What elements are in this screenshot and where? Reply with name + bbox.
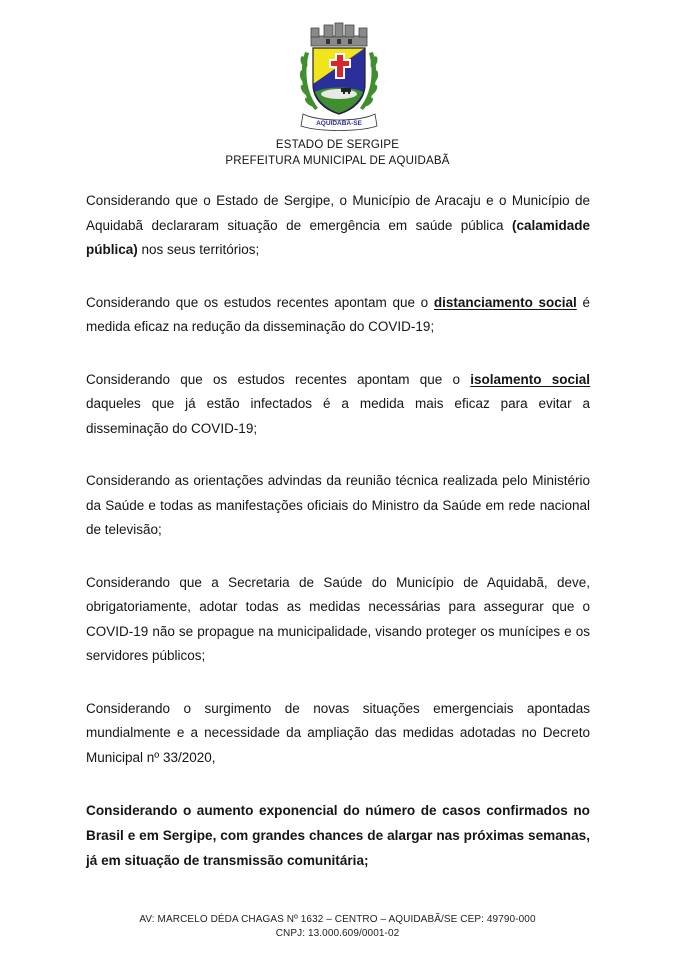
paragraph-3-tail: daqueles que já estão infectados é a medida mais eficaz para evitar a disseminação do COVID-19; — [86, 396, 590, 436]
paragraph-1-text: Considerando que o Estado de Sergipe, o Município de Aracaju e o Município de Aquidabã declararam situação de emergência em saúde pública — [86, 193, 590, 233]
paragraph-2-text: Considerando que os estudos recentes apontam que o — [86, 294, 434, 310]
paragraph-6: Considerando o surgimento de novas situações emergenciais apontadas mundialmente e a necessidade da ampliação das medidas adotadas no Decreto Municipal nº 33/2020, — [86, 700, 590, 765]
social-distancing-emphasis: distanciamento social — [433, 294, 577, 310]
paragraph-4: Considerando as orientações advindas da reunião técnica realizada pelo Ministério da Saúde e todas as manifestações oficiais do Ministro da Saúde em rede nacional de televisão; — [86, 473, 590, 537]
municipal-coat-of-arms — [297, 22, 381, 134]
footer-address: AV: MARCELO DÉDA CHAGAS Nº 1632 – CENTRO – AQUIDABÃ/SE CEP: 49790-000 — [139, 914, 536, 925]
municipality-name: PREFEITURA MUNICIPAL DE AQUIDABÃ — [225, 155, 450, 167]
paragraph-3 — [86, 368, 590, 442]
social-isolation-emphasis: isolamento social — [470, 371, 590, 387]
banner-ribbon — [301, 114, 377, 131]
paragraph-7: Considerando o aumento exponencial do número de casos confirmados no Brasil e em Sergipe, com grandes chances de alargar nas próximas semanas, já em situação de transmissão comunitária; — [86, 803, 590, 868]
calamity-emphasis: (calamidade pública) — [86, 217, 590, 257]
paragraph-5: Considerando que a Secretaria de Saúde do Município de Aquidabã, deve, obrigatoriamente, adotar todas as medidas necessárias para assegurar que o COVID-19 não se propague na municipalidade, visando proteger os munícipes e os servidores públicos; — [86, 574, 590, 663]
paragraph-1-tail: nos seus territórios; — [137, 242, 260, 257]
paragraph-1 — [86, 189, 590, 263]
banner-text: AQUIDABÃ-SE — [316, 120, 362, 127]
footer-cnpj: CNPJ: 13.000.609/0001-02 — [275, 928, 400, 939]
document-body — [86, 180, 590, 873]
paragraph-2 — [86, 291, 590, 340]
mural-crown-icon — [311, 23, 367, 46]
paragraph-3-text: Considerando que os estudos recentes apontam que o — [86, 371, 471, 387]
paragraph-2-tail: é medida eficaz na redução da disseminação do COVID-19; — [86, 294, 590, 334]
state-name: ESTADO DE SERGIPE — [275, 139, 400, 151]
